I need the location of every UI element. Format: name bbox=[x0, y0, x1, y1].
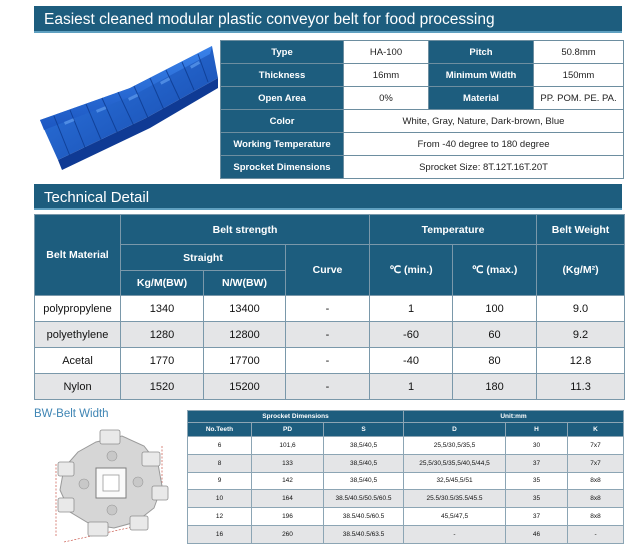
spec-row-open-area bbox=[221, 87, 624, 110]
kgm-cell: 1520 bbox=[121, 374, 204, 400]
spec-row-color bbox=[221, 110, 624, 133]
spec-row-thickness bbox=[221, 64, 624, 87]
sprocket-dim-value: Sprocket Size: 8T.12T.16T.20T bbox=[344, 156, 624, 179]
material-cell: Acetal bbox=[35, 348, 121, 374]
curve-cell: - bbox=[286, 348, 370, 374]
d-header: D bbox=[404, 423, 506, 437]
working-temp-value: From -40 degree to 180 degree bbox=[344, 133, 624, 156]
teeth-header: No.Teeth bbox=[188, 423, 252, 437]
material-label: Material bbox=[429, 87, 534, 110]
h-cell: 37 bbox=[506, 454, 568, 472]
k-header: K bbox=[568, 423, 624, 437]
teeth-cell: 8 bbox=[188, 454, 252, 472]
h-cell: 30 bbox=[506, 437, 568, 455]
kgm-cell: 1280 bbox=[121, 322, 204, 348]
kgm-cell: 1340 bbox=[121, 296, 204, 322]
bw-belt-width-title: BW-Belt Width bbox=[34, 408, 109, 420]
s-cell: 38,5/40,5 bbox=[324, 472, 404, 490]
kgm-cell: 1770 bbox=[121, 348, 204, 374]
sprocket-row bbox=[188, 472, 624, 490]
teeth-cell: 12 bbox=[188, 508, 252, 526]
page-title: Easiest cleaned modular plastic conveyor belt for food processing bbox=[44, 11, 495, 28]
pitch-value: 50.8mm bbox=[534, 41, 624, 64]
belt-weight-header: Belt Weight bbox=[537, 215, 625, 245]
weight-cell: 12.8 bbox=[537, 348, 625, 374]
s-cell: 38.5/40.5/50.5/60.5 bbox=[324, 490, 404, 508]
pitch-label: Pitch bbox=[429, 41, 534, 64]
sprocket-row bbox=[188, 508, 624, 526]
tech-row bbox=[35, 322, 625, 348]
nw-cell: 13400 bbox=[204, 296, 286, 322]
d-cell: 25,5/30,5/35,5/40,5/44,5 bbox=[404, 454, 506, 472]
color-label: Color bbox=[221, 110, 344, 133]
color-value: White, Gray, Nature, Dark-brown, Blue bbox=[344, 110, 624, 133]
tech-row bbox=[35, 348, 625, 374]
pd-cell: 196 bbox=[252, 508, 324, 526]
s-cell: 38.5/40.5/63.5 bbox=[324, 525, 404, 543]
belt-photo bbox=[34, 38, 218, 176]
s-cell: 38.5/40.5/60.5 bbox=[324, 508, 404, 526]
nw-cell: 15200 bbox=[204, 374, 286, 400]
teeth-cell: 6 bbox=[188, 437, 252, 455]
sprocket-row bbox=[188, 525, 624, 543]
temp-max-cell: 60 bbox=[453, 322, 537, 348]
min-width-value: 150mm bbox=[534, 64, 624, 87]
material-cell: polypropylene bbox=[35, 296, 121, 322]
d-cell: 45,5/47,5 bbox=[404, 508, 506, 526]
pd-cell: 133 bbox=[252, 454, 324, 472]
temp-min-cell: 1 bbox=[370, 296, 453, 322]
k-cell: 7x7 bbox=[568, 437, 624, 455]
d-cell: 25.5/30.5/35.5/45.5 bbox=[404, 490, 506, 508]
weight-cell: 9.2 bbox=[537, 322, 625, 348]
sprocket-illustration bbox=[34, 424, 184, 552]
k-cell: 8x8 bbox=[568, 490, 624, 508]
curve-header: Curve bbox=[286, 245, 370, 296]
tech-row bbox=[35, 296, 625, 322]
weight-unit-header: (Kg/M²) bbox=[537, 245, 625, 296]
nw-cell: 12800 bbox=[204, 322, 286, 348]
open-area-label: Open Area bbox=[221, 87, 344, 110]
h-cell: 35 bbox=[506, 472, 568, 490]
kgm-header: Kg/M(BW) bbox=[121, 271, 204, 296]
temp-max-cell: 80 bbox=[453, 348, 537, 374]
sprocket-header-row-1 bbox=[188, 411, 624, 423]
thickness-value: 16mm bbox=[344, 64, 429, 87]
pd-cell: 101,6 bbox=[252, 437, 324, 455]
spec-row-sprocket bbox=[221, 156, 624, 179]
sprocket-dimensions-header: Sprocket Dimensions bbox=[188, 411, 404, 423]
nwbw-header: N/W(BW) bbox=[204, 271, 286, 296]
h-header: H bbox=[506, 423, 568, 437]
min-width-label: Minimum Width bbox=[429, 64, 534, 87]
temp-min-cell: -60 bbox=[370, 322, 453, 348]
d-cell: 32,5/45,5/51 bbox=[404, 472, 506, 490]
sprocket-row bbox=[188, 490, 624, 508]
teeth-cell: 10 bbox=[188, 490, 252, 508]
page-title-banner bbox=[34, 6, 622, 33]
sprocket-header-row-2 bbox=[188, 423, 624, 437]
temp-max-cell: 180 bbox=[453, 374, 537, 400]
temp-min-cell: -40 bbox=[370, 348, 453, 374]
sprocket-table bbox=[187, 410, 624, 544]
material-value: PP. POM. PE. PA. bbox=[534, 87, 624, 110]
weight-cell: 9.0 bbox=[537, 296, 625, 322]
thickness-label: Thickness bbox=[221, 64, 344, 87]
unit-header: Unit:mm bbox=[404, 411, 624, 423]
technical-table bbox=[34, 214, 625, 400]
technical-detail-title: Technical Detail bbox=[44, 189, 150, 206]
temperature-header: Temperature bbox=[370, 215, 537, 245]
straight-header: Straight bbox=[121, 245, 286, 271]
temp-max-header: ℃ (max.) bbox=[453, 245, 537, 296]
type-value: HA-100 bbox=[344, 41, 429, 64]
pd-header: PD bbox=[252, 423, 324, 437]
teeth-cell: 16 bbox=[188, 525, 252, 543]
d-cell: 25,5/30,5/35,5 bbox=[404, 437, 506, 455]
material-cell: Nylon bbox=[35, 374, 121, 400]
tech-header-row-1 bbox=[35, 215, 625, 245]
curve-cell: - bbox=[286, 322, 370, 348]
s-cell: 38,5/40,5 bbox=[324, 437, 404, 455]
sprocket-dim-label: Sprocket Dimensions bbox=[221, 156, 344, 179]
s-header: S bbox=[324, 423, 404, 437]
d-cell: - bbox=[404, 525, 506, 543]
k-cell: 8x8 bbox=[568, 508, 624, 526]
technical-detail-banner bbox=[34, 184, 622, 210]
teeth-cell: 9 bbox=[188, 472, 252, 490]
type-label: Type bbox=[221, 41, 344, 64]
pd-cell: 142 bbox=[252, 472, 324, 490]
working-temp-label: Working Temperature bbox=[221, 133, 344, 156]
open-area-value: 0% bbox=[344, 87, 429, 110]
h-cell: 35 bbox=[506, 490, 568, 508]
curve-cell: - bbox=[286, 374, 370, 400]
k-cell: - bbox=[568, 525, 624, 543]
sprocket-row bbox=[188, 454, 624, 472]
belt-strength-header: Belt strength bbox=[121, 215, 370, 245]
k-cell: 7x7 bbox=[568, 454, 624, 472]
h-cell: 37 bbox=[506, 508, 568, 526]
spec-row-type bbox=[221, 41, 624, 64]
nw-cell: 17700 bbox=[204, 348, 286, 374]
s-cell: 38,5/40,5 bbox=[324, 454, 404, 472]
material-cell: polyethylene bbox=[35, 322, 121, 348]
temp-min-cell: 1 bbox=[370, 374, 453, 400]
spec-row-working-temp bbox=[221, 133, 624, 156]
k-cell: 8x8 bbox=[568, 472, 624, 490]
pd-cell: 164 bbox=[252, 490, 324, 508]
belt-material-header: Belt Material bbox=[35, 215, 121, 296]
h-cell: 46 bbox=[506, 525, 568, 543]
sprocket-row bbox=[188, 437, 624, 455]
tech-row bbox=[35, 374, 625, 400]
weight-cell: 11.3 bbox=[537, 374, 625, 400]
pd-cell: 260 bbox=[252, 525, 324, 543]
temp-min-header: ℃ (min.) bbox=[370, 245, 453, 296]
tech-header-row-2 bbox=[35, 245, 625, 271]
curve-cell: - bbox=[286, 296, 370, 322]
spec-table bbox=[220, 40, 624, 179]
temp-max-cell: 100 bbox=[453, 296, 537, 322]
